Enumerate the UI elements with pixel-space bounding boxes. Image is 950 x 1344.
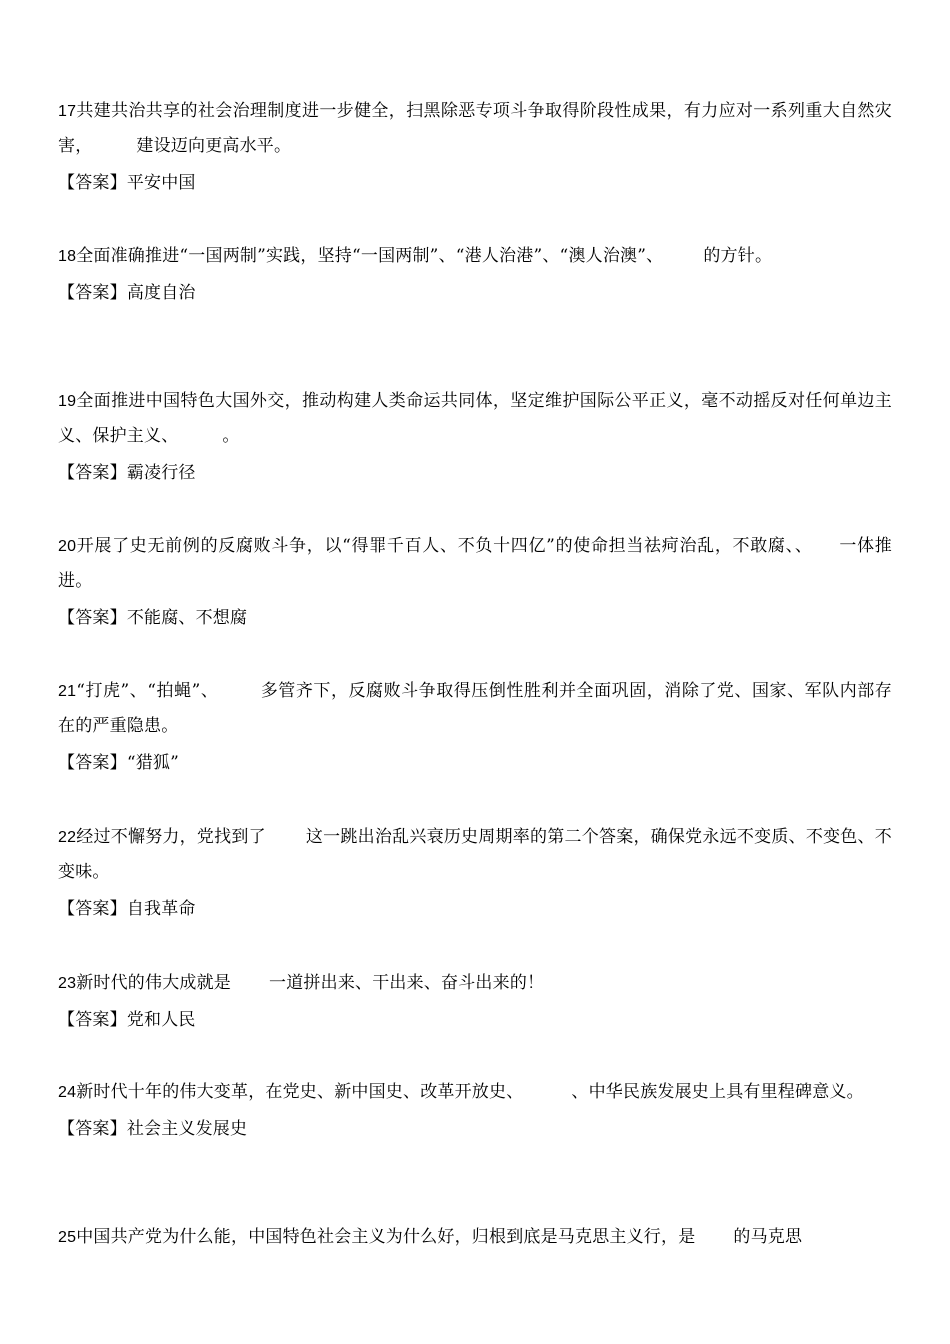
question-19: [58, 384, 892, 491]
answer-text: 不能腐、不想腐: [126, 608, 248, 628]
answer-label: 【答案】: [58, 899, 127, 919]
question-number: 20: [58, 538, 77, 555]
question-number: 24: [58, 1084, 77, 1101]
answer-text: 平安中国: [126, 173, 196, 193]
answer-line: [58, 166, 892, 201]
answer-text: 霸凌行径: [126, 463, 196, 483]
answer-line: [58, 1112, 892, 1147]
answer-text: 党和人民: [126, 1010, 196, 1030]
answer-line: [58, 456, 892, 491]
answer-line: [58, 892, 892, 927]
question-24: [58, 1075, 892, 1147]
answer-label: 【答案】: [58, 173, 127, 193]
question-number: 21: [58, 683, 77, 700]
question-text-after: 、 一体推进。: [58, 536, 893, 591]
question-text-before: 新时代十年的伟大变革，在党史、新中国史、改革开放史、: [76, 1082, 524, 1102]
question-number: 25: [58, 1229, 77, 1246]
question-number: 22: [58, 829, 77, 846]
answer-label: 【答案】: [58, 608, 127, 628]
question-text-before: 共建共治共享的社会治理制度进一步健全，扫黑除恶专项斗争取得阶段性成果，有力应对一系列重大自然灾害，: [58, 101, 892, 156]
question-text: [58, 1075, 892, 1110]
question-text: [58, 674, 892, 744]
question-text: [58, 820, 892, 890]
answer-text: 自我革命: [126, 899, 196, 919]
question-text-before: 全面准确推进“一国两制”实践，坚持“一国两制”、“港人治港”、“澳人治澳”、: [76, 246, 664, 266]
question-text-after: 的方针。: [703, 246, 773, 266]
question-text-after: 的马克思: [733, 1227, 803, 1247]
question-number: 18: [58, 248, 77, 265]
answer-text: “猎狐”: [126, 753, 179, 773]
question-text: [58, 239, 892, 274]
question-23: [58, 966, 892, 1038]
question-text-after: 。: [222, 426, 240, 446]
question-text-before: 中国共产党为什么能，中国特色社会主义为什么好，归根到底是马克思主义行，是: [76, 1227, 696, 1247]
answer-line: [58, 1003, 892, 1038]
question-text-before: 新时代的伟大成就是: [76, 973, 232, 993]
question-22: [58, 820, 892, 927]
answer-line: [58, 276, 892, 311]
question-text-before: “打虎”、“拍蝇”、: [76, 681, 219, 701]
answer-label: 【答案】: [58, 283, 127, 303]
answer-label: 【答案】: [58, 1119, 127, 1139]
question-text-before: 经过不懈努力，党找到了: [76, 827, 266, 847]
question-text: [58, 384, 892, 454]
question-text-before: 全面推进中国特色大国外交，推动构建人类命运共同体，坚定维护国际公平正义，毫不动摇反对任何单边主义、保护主义、: [58, 391, 892, 446]
question-text-before: 开展了史无前例的反腐败斗争，以“得罪千百人、不负十四亿”的使命担当祛疴治乱，不敢腐、: [76, 536, 795, 556]
question-text-after: 一道拼出来、干出来、奋斗出来的！: [269, 973, 545, 993]
answer-label: 【答案】: [58, 463, 127, 483]
question-21: [58, 674, 892, 781]
answer-line: [58, 746, 892, 781]
answer-text: 高度自治: [126, 283, 196, 303]
answer-label: 【答案】: [58, 753, 127, 773]
answer-label: 【答案】: [58, 1010, 127, 1030]
question-text-after: 这一跳出治乱兴衰历史周期率的第二个答案，确保党永远不变质、不变色、不变味。: [58, 827, 892, 882]
question-number: 23: [58, 975, 77, 992]
question-17: [58, 94, 892, 201]
answer-text: 社会主义发展史: [126, 1119, 248, 1139]
answer-line: [58, 601, 892, 636]
question-text: [58, 966, 892, 1001]
question-text: [58, 529, 892, 599]
question-25: [58, 1220, 892, 1255]
question-18: [58, 239, 892, 311]
question-20: [58, 529, 892, 636]
question-text-after: 、中华民族发展史上具有里程碑意义。: [571, 1082, 864, 1102]
question-number: 17: [58, 103, 77, 120]
question-text-after: 建设迈向更高水平。: [136, 136, 292, 156]
question-text: [58, 94, 892, 164]
question-text: [58, 1220, 892, 1255]
question-number: 19: [58, 393, 77, 410]
question-text-after: 多管齐下，反腐败斗争取得压倒性胜利并全面巩固，消除了党、国家、军队内部存在的严重隐患。: [58, 681, 893, 736]
